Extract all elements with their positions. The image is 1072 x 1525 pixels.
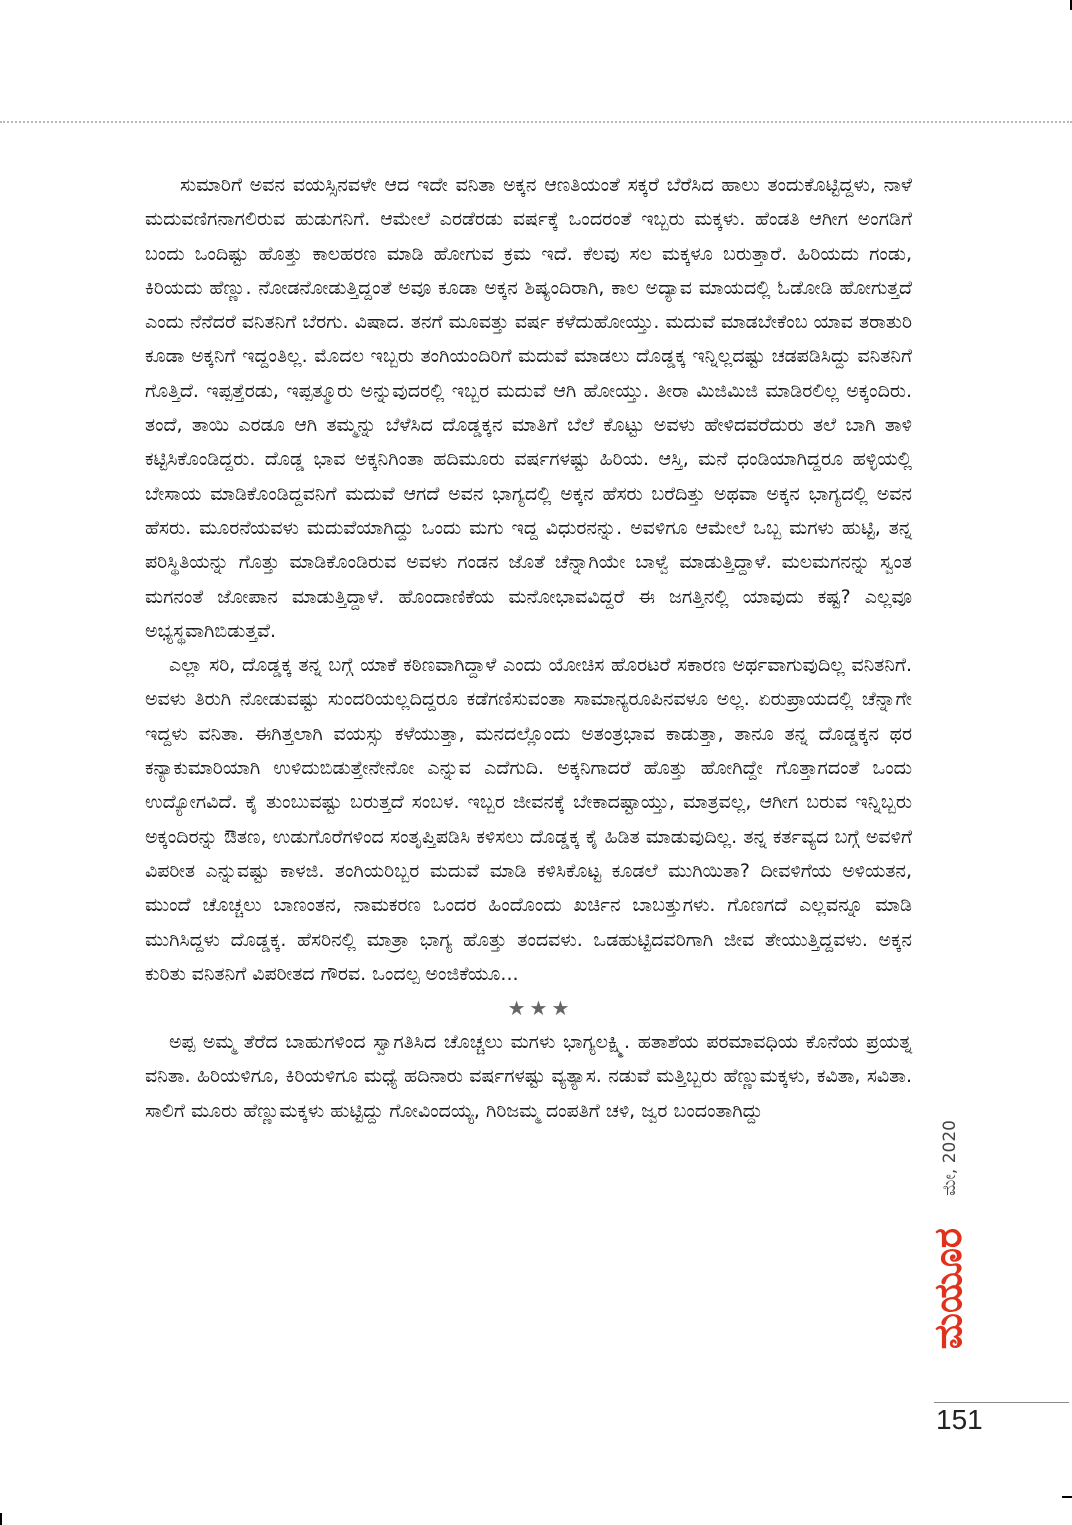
paragraph-1: ಸುಮಾರಿಗೆ ಅವನ ವಯಸ್ಸಿನವಳೇ ಆದ ಇದೇ ವನಿತಾ ಅಕ್ಕನ ಆಣತಿಯಂತೆ ಸಕ್ಕರೆ ಬೆರೆಸಿದ ಹಾಲು ತಂದುಕೊಟ್ಟಿದ್ದಳು, ನಾಳೆ ಮದುವಣಿಗನಾಗಲಿರುವ ಹುಡುಗನಿಗೆ. ಆಮೇಲೆ ಎರಡೆರಡು ವರ್ಷಕ್ಕೆ ಒಂದರಂತೆ ಇಬ್ಬರು ಮಕ್ಕಳು. ಹೆಂಡತಿ ಆಗೀಗ ಅಂಗಡಿಗೆ ಬಂದು ಒಂದಿಷ್ಟು ಹೊತ್ತು ಕಾಲಹರಣ ಮಾಡಿ ಹೋಗುವ ಕ್ರಮ ಇದೆ. ಕೆಲವು ಸಲ ಮಕ್ಕಳೂ ಬರುತ್ತಾರೆ. ಹಿರಿಯದು ಗಂಡು, ಕಿರಿಯದು ಹೆಣ್ಣು. ನೋಡನೋಡುತ್ತಿದ್ದಂತೆ ಅವೂ ಕೂಡಾ ಅಕ್ಕನ ಶಿಷ್ಯಂದಿರಾಗಿ, ಕಾಲ ಅದ್ಯಾವ ಮಾಯದಲ್ಲಿ ಓಡೋಡಿ ಹೋಗುತ್ತದೆ ಎಂದು ನೆನೆದರೆ ವನಿತನಿಗೆ ಬೆರಗು. ವಿಷಾದ. ತನಗೆ ಮೂವತ್ತು ವರ್ಷ ಕಳೆದುಹೋಯ್ತು. ಮದುವೆ ಮಾಡಬೇಕೆಂಬ ಯಾವ ತರಾತುರಿ ಕೂಡಾ ಅಕ್ಕನಿಗೆ ಇದ್ದಂತಿಲ್ಲ. ಮೊದಲ ಇಬ್ಬರು ತಂಗಿಯಂದಿರಿಗೆ ಮದುವೆ ಮಾಡಲು ದೊಡ್ಡಕ್ಕ ಇನ್ನಿಲ್ಲದಷ್ಟು ಚಡಪಡಿಸಿದ್ದು ವನಿತನಿಗೆ ಗೊತ್ತಿದೆ. ಇಪ್ಪತ್ತೆರಡು, ಇಪ್ಪತ್ಮೂರು ಅನ್ನುವುದರಲ್ಲಿ ಇಬ್ಬರ ಮದುವೆ ಆಗಿ ಹೋಯ್ತು. ತೀರಾ ಮಿಜಿಮಿಜಿ ಮಾಡಿರಲಿಲ್ಲ ಅಕ್ಕಂದಿರು. ತಂದೆ, ತಾಯಿ ಎರಡೂ ಆಗಿ ತಮ್ಮನ್ನು ಬೆಳೆಸಿದ ದೊಡ್ಡಕ್ಕನ ಮಾತಿಗೆ ಬೆಲೆ ಕೊಟ್ಟು ಅವಳು ಹೇಳಿದವರೆದುರು ತಲೆ ಬಾಗಿ ತಾಳಿ ಕಟ್ಟಿಸಿಕೊಂಡಿದ್ದರು. ದೊಡ್ಡ ಭಾವ ಅಕ್ಕನಿಗಿಂತಾ ಹದಿಮೂರು ವರ್ಷಗಳಷ್ಟು ಹಿರಿಯ. ಆಸ್ತಿ, ಮನೆ ಧಂಡಿಯಾಗಿದ್ದರೂ ಹಳ್ಳಿಯಲ್ಲಿ ಬೇಸಾಯ ಮಾಡಿಕೊಂಡಿದ್ದವನಿಗೆ ಮದುವೆ ಆಗದೆ ಅವನ ಭಾಗ್ಯದಲ್ಲಿ ಅಕ್ಕನ ಹೆಸರು ಬರೆದಿತ್ತು ಅಥವಾ ಅಕ್ಕನ ಭಾಗ್ಯದಲ್ಲಿ ಅವನ ಹೆಸರು. ಮೂರನೆಯವಳು ಮದುವೆಯಾಗಿದ್ದು ಒಂದು ಮಗು ಇದ್ದ ವಿಧುರನನ್ನು. ಅವಳಿಗೂ ಆಮೇಲೆ ಒಬ್ಬ ಮಗಳು ಹುಟ್ಟಿ, ತನ್ನ ಪರಿಸ್ಥಿತಿಯನ್ನು ಗೊತ್ತು ಮಾಡಿಕೊಂಡಿರುವ ಅವಳು ಗಂಡನ ಜೊತೆ ಚೆನ್ನಾಗಿಯೇ ಬಾಳ್ವೆ ಮಾಡುತ್ತಿದ್ದಾಳೆ. ಮಲಮಗನನ್ನು ಸ್ವಂತ ಮಗನಂತೆ ಜೋಪಾನ ಮಾಡುತ್ತಿದ್ದಾಳೆ. ಹೊಂದಾಣಿಕೆಯ ಮನೋಭಾವವಿದ್ದರೆ ಈ ಜಗತ್ತಿನಲ್ಲಿ ಯಾವುದು ಕಷ್ಟ? ಎಲ್ಲವೂ ಅಭ್ಯಸ್ಥವಾಗಿಬಿಡುತ್ತವೆ.	[145, 174, 912, 642]
folio-rule	[934, 1402, 1069, 1403]
issue-date: ಮೇ, 2020	[940, 1120, 960, 1196]
magazine-logo: ಮಯೂರ	[926, 1228, 970, 1350]
paragraph-2: ಎಲ್ಲಾ ಸರಿ, ದೊಡ್ಡಕ್ಕ ತನ್ನ ಬಗ್ಗೆ ಯಾಕೆ ಕಠಿಣವಾಗಿದ್ದಾಳೆ ಎಂದು ಯೋಚಿಸ ಹೊರಟರೆ ಸಕಾರಣ ಅರ್ಥವಾಗುವುದಿಲ್ಲ ವನಿತನಿಗೆ. ಅವಳು ತಿರುಗಿ ನೋಡುವಷ್ಟು ಸುಂದರಿಯಲ್ಲದಿದ್ದರೂ ಕಡೆಗಣಿಸುವಂತಾ ಸಾಮಾನ್ಯರೂಪಿನವಳೂ ಅಲ್ಲ. ಏರುಪ್ರಾಯದಲ್ಲಿ ಚೆನ್ನಾಗೇ ಇದ್ದಳು ವನಿತಾ. ಈಗಿತ್ತಲಾಗಿ ವಯಸ್ಸು ಕಳೆಯುತ್ತಾ, ಮನದಲ್ಲೊಂದು ಅತಂತ್ರಭಾವ ಕಾಡುತ್ತಾ, ತಾನೂ ತನ್ನ ದೊಡ್ಡಕ್ಕನ ಥರ ಕನ್ಯಾಕುಮಾರಿಯಾಗಿ ಉಳಿದುಬಿಡುತ್ತೇನೇನೋ ಎನ್ನುವ ಎದೆಗುದಿ. ಅಕ್ಕನಿಗಾದರೆ ಹೊತ್ತು ಹೋಗಿದ್ದೇ ಗೊತ್ತಾಗದಂತೆ ಒಂದು ಉದ್ಯೋಗವಿದೆ. ಕೈ ತುಂಬುವಷ್ಟು ಬರುತ್ತದೆ ಸಂಬಳ. ಇಬ್ಬರ ಜೀವನಕ್ಕೆ ಬೇಕಾದಷ್ಟಾಯ್ತು, ಮಾತ್ರವಲ್ಲ, ಆಗೀಗ ಬರುವ ಇನ್ನಿಬ್ಬರು ಅಕ್ಕಂದಿರನ್ನು ಔತಣ, ಉಡುಗೊರೆಗಳಿಂದ ಸಂತೃಪ್ತಿಪಡಿಸಿ ಕಳಿಸಲು ದೊಡ್ಡಕ್ಕ ಕೈ ಹಿಡಿತ ಮಾಡುವುದಿಲ್ಲ. ತನ್ನ ಕರ್ತವ್ಯದ ಬಗ್ಗೆ ಅವಳಿಗೆ ವಿಪರೀತ ಎನ್ನುವಷ್ಟು ಕಾಳಜಿ. ತಂಗಿಯರಿಬ್ಬರ ಮದುವೆ ಮಾಡಿ ಕಳಿಸಿಕೊಟ್ಟ ಕೂಡಲೆ ಮುಗಿಯಿತಾ? ದೀವಳಿಗೆಯ ಅಳಿಯತನ, ಮುಂದೆ ಚೊಚ್ಚಲು ಬಾಣಂತನ, ನಾಮಕರಣ ಒಂದರ ಹಿಂದೊಂದು ಖರ್ಚಿನ ಬಾಬತ್ತುಗಳು. ಗೊಣಗದೆ ಎಲ್ಲವನ್ನೂ ಮಾಡಿ ಮುಗಿಸಿದ್ದಳು ದೊಡ್ಡಕ್ಕ. ಹೆಸರಿನಲ್ಲಿ ಮಾತ್ರಾ ಭಾಗ್ಯ ಹೊತ್ತು ತಂದವಳು. ಒಡಹುಟ್ಟಿದವರಿಗಾಗಿ ಜೀವ ತೇಯುತ್ತಿದ್ದವಳು. ಅಕ್ಕನ ಕುರಿತು ವನಿತನಿಗೆ ವಿಪರೀತದ ಗೌರವ. ಒಂದಲ್ಪ ಅಂಜಿಕೆಯೂ...	[145, 654, 912, 985]
magazine-sidebar	[922, 1120, 970, 1410]
section-divider: ★★★	[507, 996, 574, 1021]
crop-mark-bottom-left	[0, 1513, 2, 1525]
crop-mark-right-bottom	[1062, 1496, 1072, 1498]
page-number: 151	[936, 1404, 983, 1435]
article-body	[145, 168, 912, 1128]
header-dotted-rule	[0, 121, 1072, 123]
paragraph-3: ಅಪ್ಪ ಅಮ್ಮ ತೆರೆದ ಬಾಹುಗಳಿಂದ ಸ್ವಾಗತಿಸಿದ ಚೊಚ್ಚಲು ಮಗಳು ಭಾಗ್ಯಲಕ್ಷ್ಮಿ. ಹತಾಶೆಯ ಪರಮಾವಧಿಯ ಕೊನೆಯ ಪ್ರಯತ್ನ ವನಿತಾ. ಹಿರಿಯಳಿಗೂ, ಕಿರಿಯಳಿಗೂ ಮಧ್ಯೆ ಹದಿನಾರು ವರ್ಷಗಳಷ್ಟು ವ್ಯತ್ಯಾಸ. ನಡುವೆ ಮತ್ತಿಬ್ಬರು ಹೆಣ್ಣುಮಕ್ಕಳು, ಕವಿತಾ, ಸವಿತಾ. ಸಾಲಿಗೆ ಮೂರು ಹೆಣ್ಣುಮಕ್ಕಳು ಹುಟ್ಟಿದ್ದು ಗೋವಿಂದಯ್ಯ, ಗಿರಿಜಮ್ಮ ದಂಪತಿಗೆ ಚಳಿ, ಜ್ವರ ಬಂದಂತಾಗಿದ್ದು	[145, 1031, 912, 1122]
